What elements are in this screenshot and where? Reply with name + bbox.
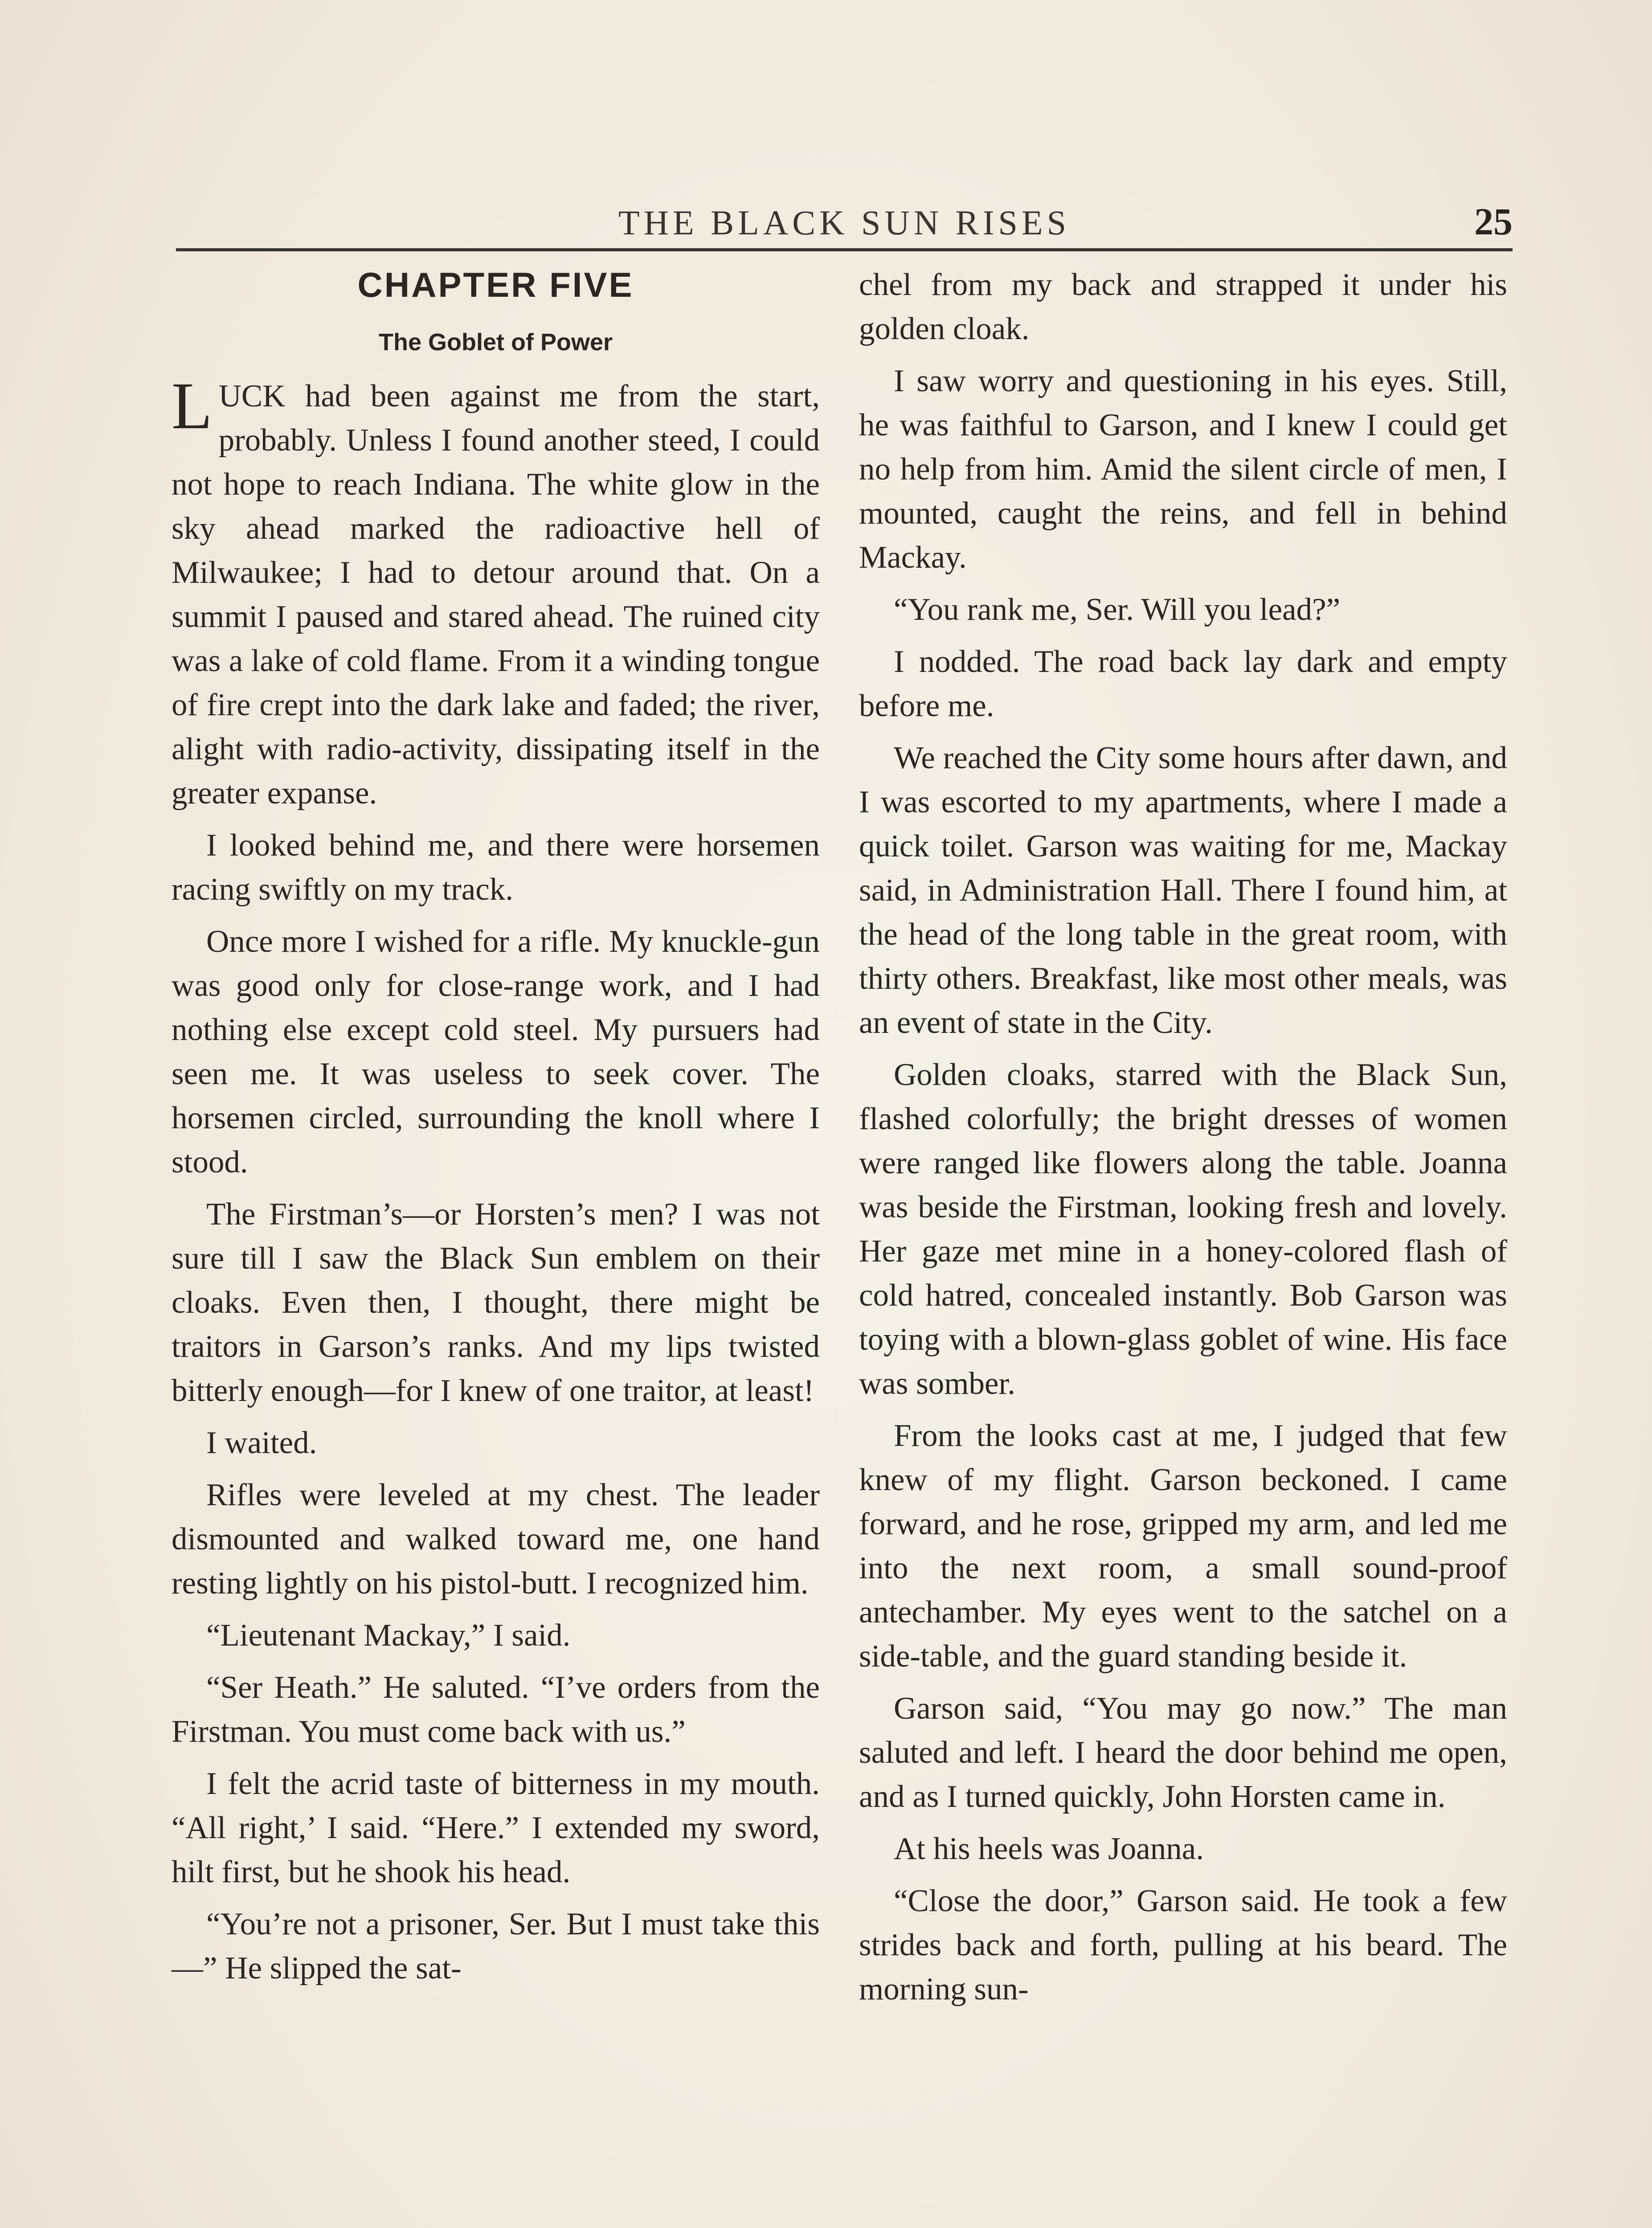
continued-paragraph: chel from my back and strapped it under his golden cloak. bbox=[859, 267, 1507, 346]
paragraph: I looked behind me, and there were horsemen racing swiftly on my track. bbox=[172, 828, 820, 907]
paragraph: The Firstman’s—or Horsten’s men? I was not sure till I saw the Black Sun emblem on their cloaks. Even then, I thought, there might be traitors in Garson’s ranks. And my lips twisted bitterly enough—for I knew of one traitor, at least! bbox=[172, 1197, 820, 1408]
paragraph: Once more I wished for a rifle. My knuckle-gun was good only for close-range work, and I had nothing else except cold steel. My pursuers had seen me. It was useless to seek cover. The horsemen circled, surrounding the knoll where I stood. bbox=[172, 924, 820, 1180]
paragraph: We reached the City some hours after dawn, and I was escorted to my apartments, where I made a quick toilet. Garson was waiting for me, Mackay said, in Administration Hall. There I found him, at the head of the long table in the great room, with thirty others. Breakfast, like most other meals, was an event of state in the City. bbox=[859, 741, 1507, 1040]
opening-paragraph-text: UCK had been against me from the start, probably. Unless I found another steed, I could not hope to reach Indiana. The white glow in the sky ahead marked the radioactive hell of Milwaukee; I had to detour around that. On a summit I paused and stared ahead. The ruined city was a lake of cold flame. From it a winding tongue of fire crept into the dark lake and faded; the river, alight with radio-activity, dissipating itself in the greater expanse. bbox=[172, 379, 820, 811]
paragraph: Rifles were leveled at my chest. The leader dismounted and walked toward me, one hand resting lightly on his pistol-butt. I recognized him. bbox=[172, 1478, 820, 1601]
paragraph: From the looks cast at me, I judged that few knew of my flight. Garson beckoned. I came forward, and he rose, gripped my arm, and led me into the next room, a small sound-proof antechamber. My eyes went to the satchel on a side-table, and the guard standing beside it. bbox=[859, 1418, 1507, 1674]
paragraph: I nodded. The road back lay dark and empty before me. bbox=[859, 644, 1507, 723]
paragraph: At his heels was Joanna. bbox=[894, 1831, 1204, 1866]
paragraph: Golden cloaks, starred with the Black Sun, flashed colorfully; the bright dresses of women were ranged like flowers along the table. Joanna was beside the Firstman, looking fresh and lovely. Her gaze met mine in a honey-colored flash of cold hatred, concealed instantly. Bob Garson was toying with a blown-glass goblet of wine. His face was somber. bbox=[859, 1057, 1507, 1401]
opening-paragraph bbox=[172, 369, 820, 815]
paragraph: “You rank me, Ser. Will you lead?” bbox=[894, 592, 1341, 627]
paragraph: “Ser Heath.” He saluted. “I’ve orders from the Firstman. You must come back with us.” bbox=[172, 1670, 820, 1749]
paragraph: I felt the acrid taste of bitterness in my mouth. “All right,’ I said. “Here.” I extended my sword, hilt first, but he shook his head. bbox=[172, 1766, 820, 1889]
page-header bbox=[176, 200, 1513, 252]
paragraph: “Lieutenant Mackay,” I said. bbox=[206, 1618, 571, 1653]
header-rule bbox=[176, 248, 1513, 251]
drop-cap: L bbox=[172, 369, 213, 443]
paragraph: Garson said, “You may go now.” The man saluted and left. I heard the door behind me open, and as I turned quickly, John Horsten came in. bbox=[859, 1691, 1507, 1814]
right-column bbox=[859, 263, 1507, 2019]
page-number: 25 bbox=[1474, 200, 1513, 243]
running-head: THE BLACK SUN RISES bbox=[618, 203, 1070, 242]
chapter-title: CHAPTER FIVE bbox=[357, 265, 634, 304]
paragraph: “Close the door,” Garson said. He took a few strides back and forth, pulling at his beard. The morning sun- bbox=[859, 1884, 1507, 2007]
paragraph: I waited. bbox=[206, 1425, 317, 1460]
chapter-subtitle: The Goblet of Power bbox=[378, 329, 613, 356]
left-column bbox=[172, 263, 820, 1999]
paragraph: I saw worry and questioning in his eyes. Still, he was faithful to Garson, and I knew I could get no help from him. Amid the silent circle of men, I mounted, caught the reins, and fell in behind Mackay. bbox=[859, 364, 1507, 575]
paragraph: “You’re not a prisoner, Ser. But I must take this—” He slipped the sat- bbox=[172, 1907, 820, 1986]
